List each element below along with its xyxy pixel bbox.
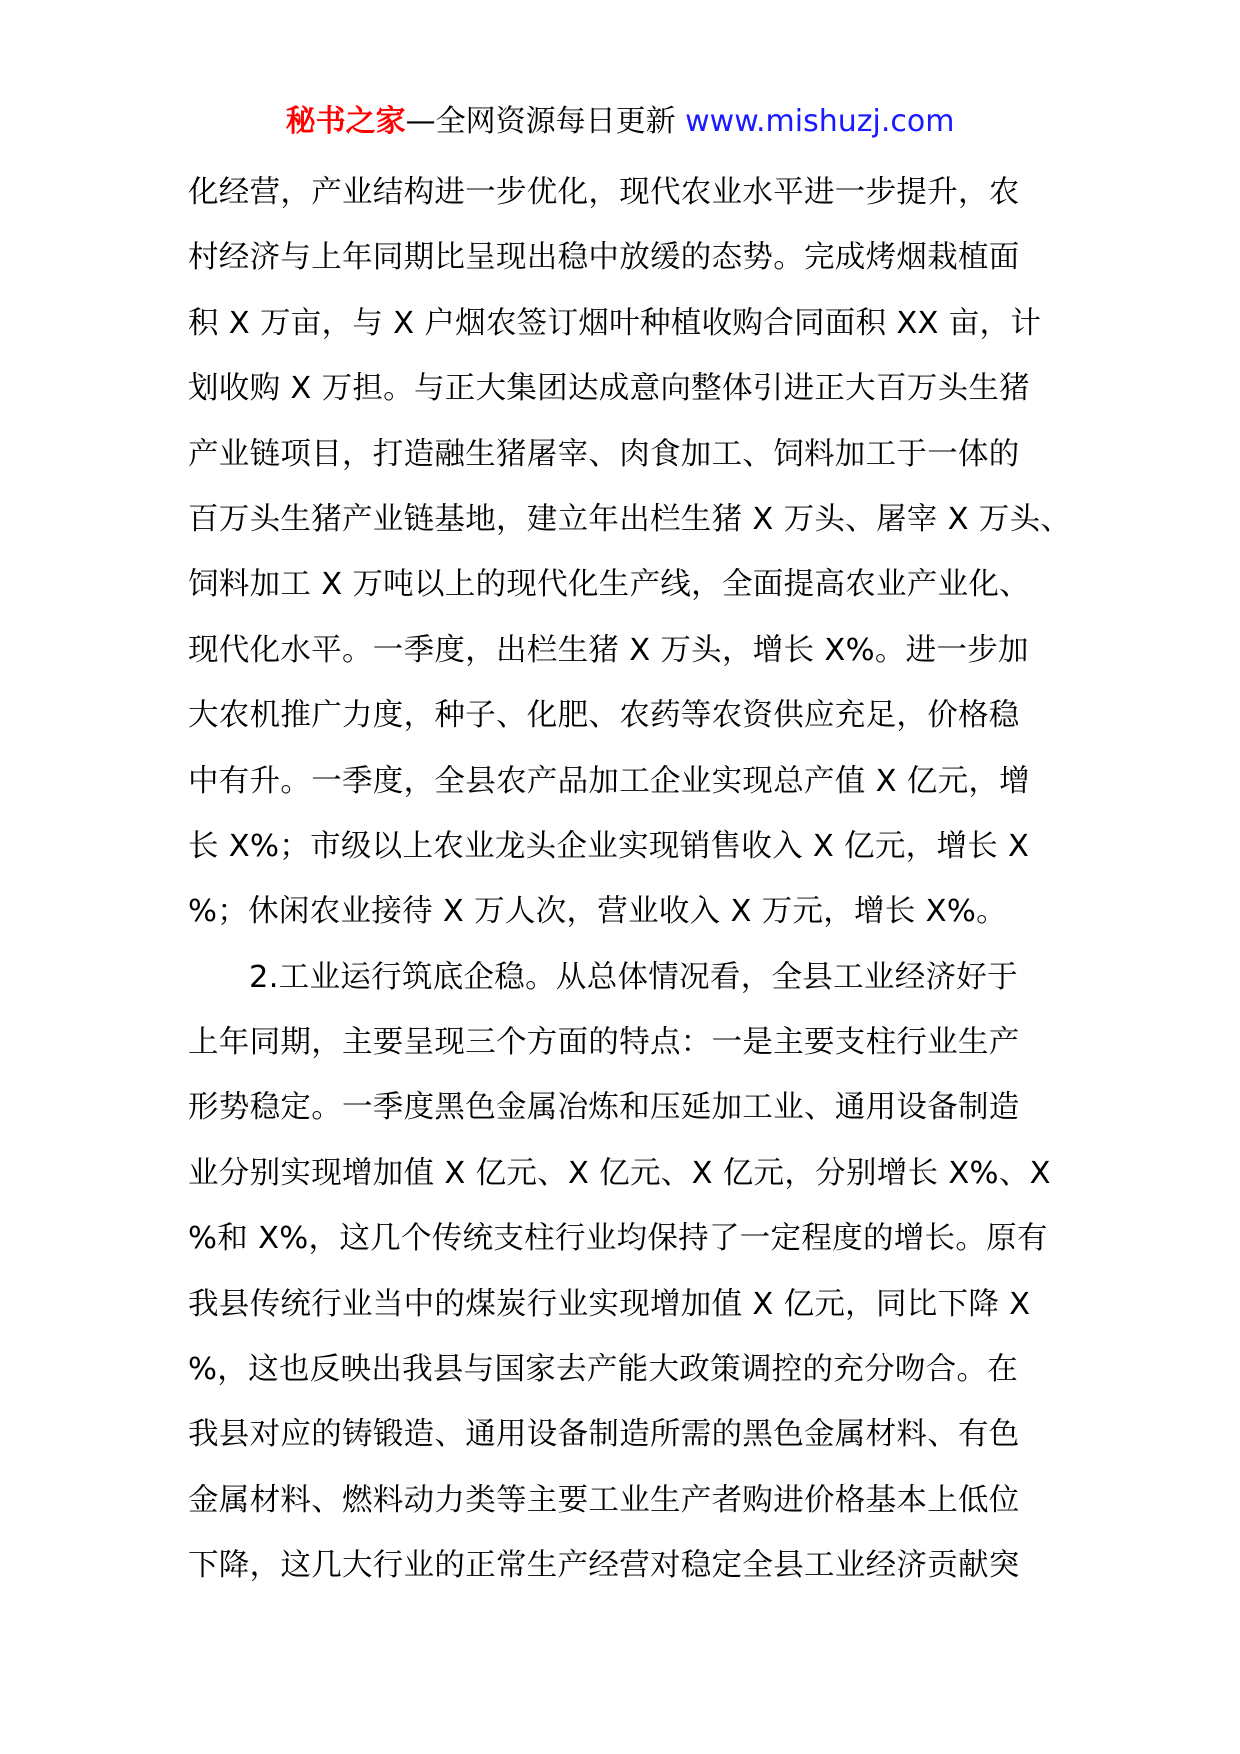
text-line: 我县对应的铸锻造、通用设备制造所需的黑色金属材料、有色 — [188, 1417, 1020, 1453]
text-line: 积 X 万亩，与 X 户烟农签订烟叶种植收购合同面积 XX 亩，计 — [188, 305, 1042, 341]
section-heading-line: 2.工业运行筑底企稳。从总体情况看，全县工业经济好于 — [249, 959, 1018, 995]
text-line: 形势稳定。一季度黑色金属冶炼和压延加工业、通用设备制造 — [188, 1090, 1020, 1126]
text-line: 下降，这几大行业的正常生产经营对稳定全县工业经济贡献突 — [188, 1548, 1020, 1584]
text-line: 长 X%；市级以上农业龙头企业实现销售收入 X 亿元，增长 X — [188, 828, 1030, 864]
text-line: 中有升。一季度，全县农产品加工企业实现总产值 X 亿元，增 — [188, 763, 1030, 799]
text-line: 现代化水平。一季度，出栏生猪 X 万头，增长 X%。进一步加 — [188, 632, 1029, 668]
text-line: 大农机推广力度，种子、化肥、农药等农资供应充足，价格稳 — [188, 698, 1020, 734]
text-line: 饲料加工 X 万吨以上的现代化生产线，全面提高农业产业化、 — [188, 567, 1030, 603]
text-line: %；休闲农业接待 X 万人次，营业收入 X 万元，增长 X%。 — [188, 894, 1007, 930]
text-line: %，这也反映出我县与国家去产能大政策调控的充分吻合。在 — [188, 1352, 1019, 1388]
text-line: 上年同期，主要呈现三个方面的特点：一是主要支柱行业生产 — [188, 1025, 1020, 1061]
text-line: %和 X%，这几个传统支柱行业均保持了一定程度的增长。原有 — [188, 1221, 1048, 1257]
site-tagline: —全网资源每日更新 — [405, 104, 686, 139]
text-line: 百万头生猪产业链基地，建立年出栏生猪 X 万头、屠宰 X 万头、 — [188, 501, 1072, 537]
site-url-link[interactable]: www.mishuzj.com — [685, 104, 955, 139]
text-line: 村经济与上年同期比呈现出稳中放缓的态势。完成烤烟栽植面 — [188, 240, 1020, 276]
text-line: 划收购 X 万担。与正大集团达成意向整体引进正大百万头生猪 — [188, 371, 1030, 407]
text-line: 产业链项目，打造融生猪屠宰、肉食加工、饲料加工于一体的 — [188, 436, 1020, 472]
text-line: 金属材料、燃料动力类等主要工业生产者购进价格基本上低位 — [188, 1482, 1020, 1518]
page-header — [0, 100, 1240, 144]
text-line: 业分别实现增加值 X 亿元、X 亿元、X 亿元，分别增长 X%、X — [188, 1155, 1051, 1191]
text-line: 我县传统行业当中的煤炭行业实现增加值 X 亿元，同比下降 X — [188, 1286, 1031, 1322]
text-line: 化经营，产业结构进一步优化，现代农业水平进一步提升，农 — [188, 175, 1020, 210]
document-body — [188, 160, 1072, 1599]
site-brand-name: 秘书之家 — [285, 104, 406, 139]
